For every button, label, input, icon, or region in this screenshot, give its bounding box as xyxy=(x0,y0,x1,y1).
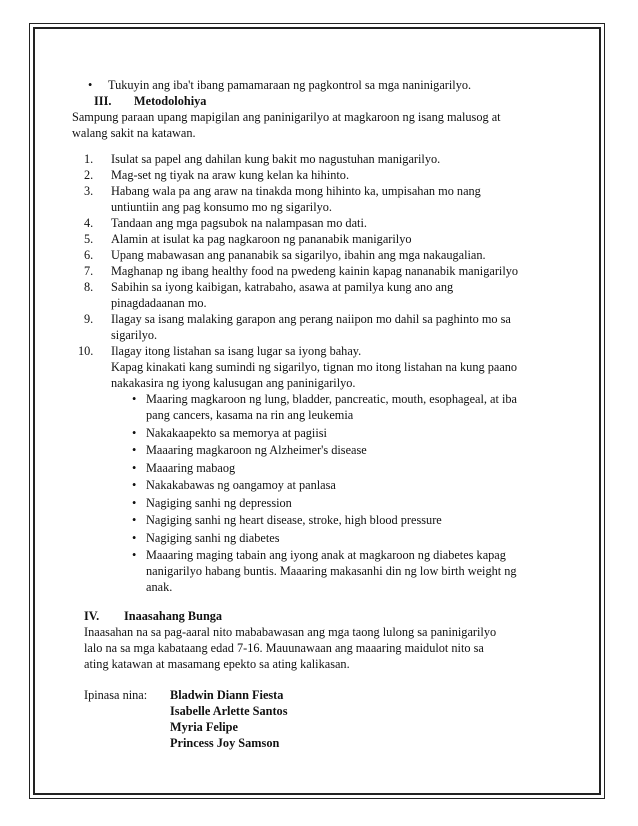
bullet-icon: • xyxy=(132,425,137,440)
bullet-icon: • xyxy=(88,78,93,92)
submitted-label: Ipinasa nina: xyxy=(84,688,148,702)
section-4 xyxy=(76,608,576,672)
author-name: Isabelle Arlette Santos xyxy=(170,704,288,718)
section-4-heading: IV. Inaasahang Bunga xyxy=(84,609,223,623)
section-4-line: Inaasahan na sa pag-aaral nito mababawasan ang mga taong lulong sa paninigarilyo xyxy=(84,625,497,639)
bullet-icon: • xyxy=(132,513,137,527)
author-name: Bladwin Diann Fiesta xyxy=(170,688,284,702)
section-3-heading: III. Metodolohiya xyxy=(94,94,207,108)
effect-item: • Nagiging sanhi ng depression xyxy=(132,495,292,510)
effect-item: • Nakakabawas ng oangamoy at panlasa xyxy=(132,478,336,492)
objective-bullet: • Tukuyin ang iba't ibang pamamaraan ng pagkontrol sa mga naninigarilyo. xyxy=(88,78,472,92)
bullet-icon: • xyxy=(132,443,137,457)
step-item: 6. Upang mabawasan ang pananabik sa sigarilyo, ibahin ang mga nakaugalian. xyxy=(84,248,486,262)
step-item: 5. Alamin at isulat ka pag nagkaroon ng pananabik manigarilyo xyxy=(84,232,412,246)
section-3-intro xyxy=(72,109,576,141)
bullet-icon: • xyxy=(132,495,137,510)
submitted-by xyxy=(76,687,576,751)
effect-item: • Maaring magkaroon ng lung, bladder, pancreatic, mouth, esophageal, at iba pang cancers, kasama na rin ang leukemia xyxy=(132,392,518,422)
steps-list xyxy=(76,151,576,391)
intro-line: walang sakit na katawan. xyxy=(72,126,196,140)
bullet-icon: • xyxy=(132,530,137,545)
intro-line: Sampung paraan upang mapigilan ang paninigarilyo at magkaroon ng isang malusog at xyxy=(72,110,501,124)
step-item: 4. Tandaan ang mga pagsubok na nalampasan mo dati. xyxy=(84,216,367,230)
bullet-icon: • xyxy=(132,548,137,562)
effect-item: • Nagiging sanhi ng diabetes xyxy=(132,530,280,545)
effect-item: • Nakakaapekto sa memorya at pagiisi xyxy=(132,425,327,440)
step-item: 3. Habang wala pa ang araw na tinakda mong hihinto ka, umpisahan mo nang untiuntiin ang pag konsumo mo ng sigarilyo. xyxy=(84,184,481,214)
effect-item: • Nagiging sanhi ng heart disease, stroke, high blood pressure xyxy=(132,513,442,527)
bullet-icon: • xyxy=(132,392,137,406)
step-item: 9. Ilagay sa isang malaking garapon ang perang naiipon mo dahil sa paghinto mo sa sigarilyo. xyxy=(84,312,511,342)
section-4-line: lalo na sa mga kabataang edad 7-16. Mauunawaan ang maaaring maidulot nito sa xyxy=(84,641,484,655)
step-item: 1. Isulat sa papel ang dahilan kung bakit mo nagustuhan manigarilyo. xyxy=(84,152,441,166)
step-item: 8. Sabihin sa iyong kaibigan, katrabaho, asawa at pamilya kung ano ang pinagdadaanan mo. xyxy=(84,280,454,310)
effect-item: • Maaaring maging tabain ang iyong anak at magkaroon ng diabetes kapag nanigarilyo habang buntis. Maaaring makasanhi din ng low birth weight ng anak. xyxy=(132,548,517,594)
step-10-note-line: nakakasira ng iyong kalusugan ang paninigarilyo. xyxy=(111,376,356,390)
effects-list xyxy=(76,391,576,595)
effect-item: • Maaaring magkaroon ng Alzheimer's disease xyxy=(132,443,367,457)
author-name: Princess Joy Samson xyxy=(170,736,280,750)
step-item: 2. Mag-set ng tiyak na araw kung kelan ka hihinto. xyxy=(84,168,350,182)
document-body xyxy=(72,77,576,751)
step-10-note-line: Kapag kinakati kang sumindi ng sigarilyo, tignan mo itong listahan na kung paano xyxy=(111,360,518,374)
step-item: 7. Maghanap ng ibang healthy food na pwedeng kainin kapag nananabik manigarilyo xyxy=(84,264,519,278)
effect-item: • Maaaring mabaog xyxy=(132,460,236,475)
bullet-icon: • xyxy=(132,460,137,475)
author-name: Myria Felipe xyxy=(170,720,238,734)
step-item: 10. Ilagay itong listahan sa isang lugar sa iyong bahay. Kapag kinakati kang sumindi ng sigarilyo, tignan mo itong listahan na kung paano nakakasira ng iyong kalusugan ang paninigarilyo. xyxy=(76,343,576,391)
section-4-line: ating katawan at masamang epekto sa ating kalikasan. xyxy=(84,657,350,671)
bullet-icon: • xyxy=(132,478,137,492)
